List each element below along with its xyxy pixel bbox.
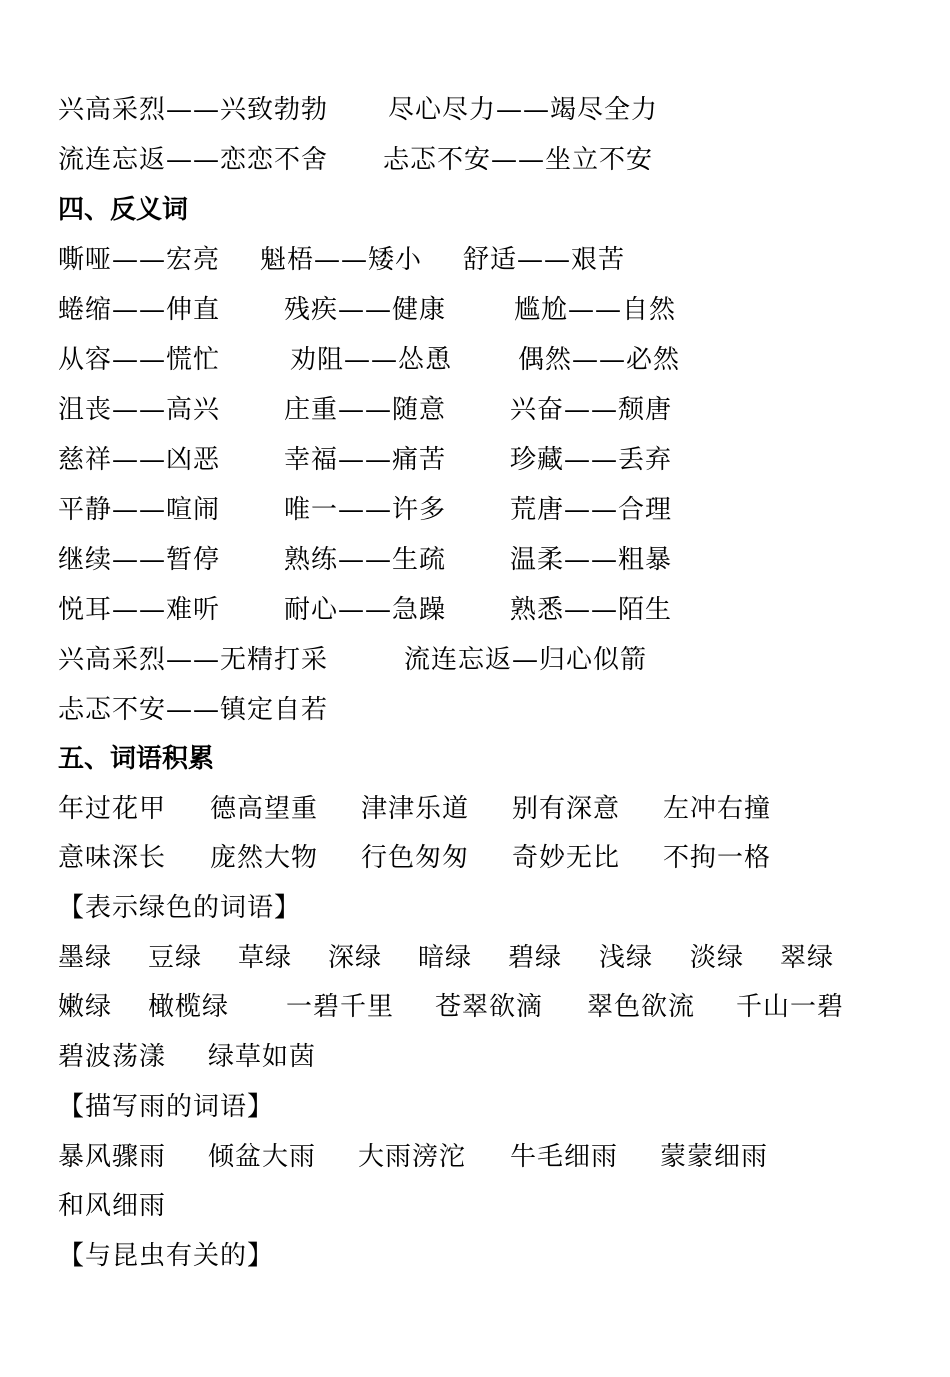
word-pair: 魁梧——矮小	[260, 245, 423, 275]
word-pair: 耐心——急躁	[284, 595, 447, 625]
word-pair: 流连忘返—归心似箭	[404, 645, 648, 675]
rain-word-row	[58, 1186, 167, 1226]
word: 翠绿	[780, 943, 835, 973]
word-pair: 悦耳——难听	[58, 595, 221, 625]
word-pair: 流连忘返——恋恋不舍	[58, 145, 329, 175]
section-heading-vocabulary: 五、词语积累	[58, 744, 215, 774]
rain-word-row	[58, 1137, 769, 1177]
idiom: 津津乐道	[361, 794, 470, 824]
word: 淡绿	[690, 943, 745, 973]
idiom: 不拘一格	[663, 843, 772, 873]
word-pair: 兴高采烈——无精打采	[58, 645, 329, 675]
idiom: 庞然大物	[210, 843, 319, 873]
word: 苍翠欲滴	[435, 992, 544, 1022]
word-pair: 蜷缩——伸直	[58, 295, 221, 325]
word-pair: 珍藏——丢弃	[510, 445, 673, 475]
idiom-row	[58, 838, 772, 878]
word-pair: 兴高采烈——兴致勃勃	[58, 95, 329, 125]
idiom-row	[58, 789, 772, 829]
word-pair: 继续——暂停	[58, 545, 221, 575]
word-pair: 残疾——健康	[284, 295, 447, 325]
antonym-row	[58, 340, 681, 380]
word: 豆绿	[148, 943, 203, 973]
word-pair: 尽心尽力——竭尽全力	[388, 95, 659, 125]
word: 翠色欲流	[587, 992, 696, 1022]
idiom: 左冲右撞	[663, 794, 772, 824]
word: 墨绿	[58, 943, 113, 973]
word-pair: 兴奋——颓唐	[510, 395, 673, 425]
idiom: 行色匆匆	[361, 843, 470, 873]
word-pair: 熟悉——陌生	[510, 595, 673, 625]
word: 深绿	[328, 943, 383, 973]
antonym-row	[58, 540, 673, 580]
idiom: 大雨滂沱	[358, 1142, 467, 1172]
subsection-title-green: 【表示绿色的词语】	[58, 893, 302, 923]
idiom: 蒙蒙细雨	[660, 1142, 769, 1172]
word-pair: 幸福——痛苦	[284, 445, 447, 475]
word: 绿草如茵	[208, 1042, 317, 1072]
word: 嫩绿	[58, 992, 113, 1022]
word-pair: 嘶哑——宏亮	[58, 245, 221, 275]
subsection-title-rain: 【描写雨的词语】	[58, 1092, 275, 1122]
idiom: 牛毛细雨	[510, 1142, 619, 1172]
word-pair: 庄重——随意	[284, 395, 447, 425]
idiom: 别有深意	[512, 794, 621, 824]
green-word-row	[58, 938, 835, 978]
word: 暗绿	[418, 943, 473, 973]
green-word-row	[58, 1037, 317, 1077]
word-pair: 偶然——必然	[518, 345, 681, 375]
word-pair: 温柔——粗暴	[510, 545, 673, 575]
word-pair: 忐忑不安——镇定自若	[58, 695, 329, 725]
word: 浅绿	[599, 943, 654, 973]
word-pair: 唯一——许多	[284, 495, 447, 525]
word-pair: 平静——喧闹	[58, 495, 221, 525]
word-pair: 熟练——生疏	[284, 545, 447, 575]
antonym-row	[58, 590, 673, 630]
antonym-row	[58, 440, 673, 480]
word-pair: 荒唐——合理	[510, 495, 673, 525]
synonym-row	[58, 140, 654, 180]
idiom: 和风细雨	[58, 1191, 167, 1221]
word: 碧波荡漾	[58, 1042, 167, 1072]
word: 千山一碧	[736, 992, 845, 1022]
word: 碧绿	[508, 943, 563, 973]
word-pair: 尴尬——自然	[514, 295, 677, 325]
idiom: 德高望重	[210, 794, 319, 824]
antonym-row	[58, 490, 673, 530]
word-pair: 舒适——艰苦	[463, 245, 626, 275]
antonym-row	[58, 240, 626, 280]
synonym-row	[58, 90, 659, 130]
word-pair: 从容——慌忙	[58, 345, 221, 375]
antonym-row	[58, 390, 673, 430]
word: 草绿	[238, 943, 293, 973]
idiom: 奇妙无比	[512, 843, 621, 873]
idiom: 倾盆大雨	[208, 1142, 317, 1172]
idiom: 暴风骤雨	[58, 1142, 167, 1172]
antonym-row	[58, 290, 677, 330]
word: 一碧千里	[286, 992, 395, 1022]
word: 橄榄绿	[148, 992, 230, 1022]
antonym-row	[58, 690, 329, 730]
word-pair: 忐忑不安——坐立不安	[383, 145, 654, 175]
section-heading-antonyms: 四、反义词	[58, 195, 189, 225]
subsection-title-insects: 【与昆虫有关的】	[58, 1241, 275, 1271]
word-pair: 劝阻——怂恿	[290, 345, 453, 375]
word-pair: 慈祥——凶恶	[58, 445, 221, 475]
green-word-row	[58, 987, 845, 1027]
idiom: 意味深长	[58, 843, 167, 873]
word-pair: 沮丧——高兴	[58, 395, 221, 425]
idiom: 年过花甲	[58, 794, 167, 824]
antonym-row	[58, 640, 648, 680]
